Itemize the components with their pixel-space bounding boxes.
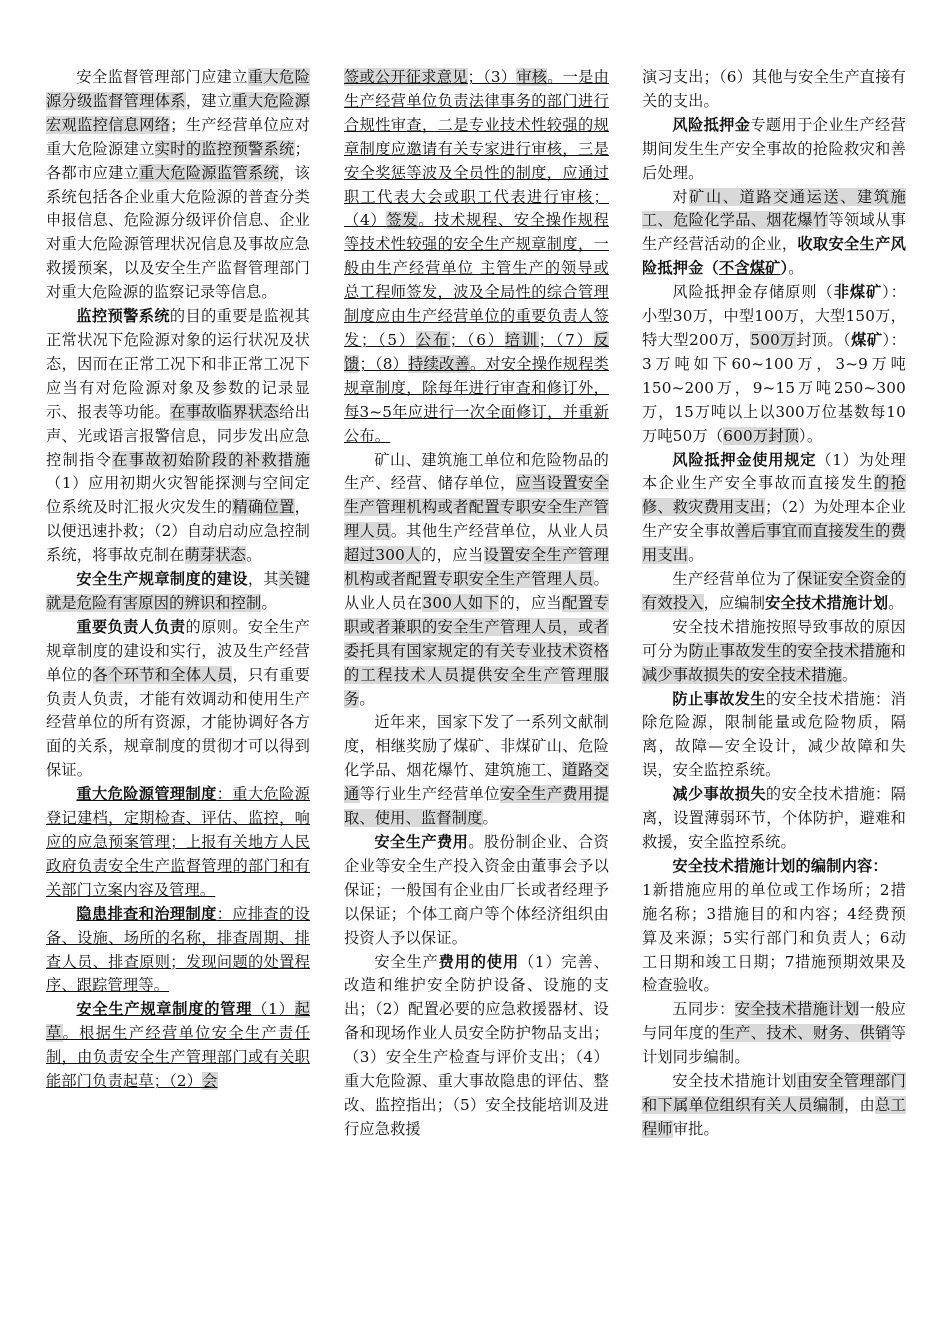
text-run: ：重大危险源登记建档，定期检查、评估、监控，响应的应急预案管理；上报有关地方人民政府负责安全生产监督管理的部门和有关部门立案内容及管理。 — [46, 785, 310, 899]
text-run: ；（7） — [538, 330, 594, 349]
text-run: 的安全技术措施：隔离，设置薄弱环节，个体防护，避难和救援，安全监控系统。 — [642, 785, 906, 851]
text-run: ；（6） — [449, 330, 505, 349]
text-run: 的安全技术措施：消除危险源，限制能量或危险物质，隔离，故障—安全设计，减少故障和失误，安全监控系统。 — [642, 689, 906, 780]
text-run: 。根据生产经营单位安全生产责任制，由负责安全生产管理部门或有关职能部门负责起草；（2） — [46, 1024, 311, 1091]
text-run: 。 — [261, 593, 277, 612]
text-run: 在事故临界状态 — [170, 402, 280, 421]
text-run: 五同步： — [672, 1000, 735, 1019]
text-run: ）：3万吨如下60~100万，3~9万吨150~200万，9~15万吨250~300万，15万吨以上以300万位基数每10万吨50万（ — [642, 330, 906, 445]
text-run: 。 — [246, 546, 262, 565]
text-run: 防止事故发生 — [672, 689, 766, 708]
text-run: 重大危险源监管系统 — [139, 163, 280, 182]
text-run: 各个环节和全体人员 — [92, 665, 233, 684]
text-run: ，以便迅速扑救；（2）自动启动应急控制系统，将事故克制在 — [46, 498, 310, 565]
text-run: 矿山、道路交通运送、建筑施工、危险化学品、烟花爆竹 — [642, 187, 906, 230]
text-run: 关键就是危险有害原因的辨识和控制 — [46, 570, 311, 612]
paragraph — [344, 449, 609, 712]
text-run: 签发 — [386, 211, 419, 230]
paragraph — [46, 66, 310, 305]
paragraph — [642, 66, 906, 114]
text-run: 监控预警系统 — [76, 307, 170, 326]
text-run: 收取安全生产风险抵押金（ — [642, 235, 907, 278]
text-run: 重大危险源管理制度 — [76, 785, 217, 804]
text-run: 防止事故发生的安全技术措施 — [688, 641, 891, 660]
text-run: 煤矿 — [851, 330, 883, 349]
text-run: 重大危险源分级监督管理体系 — [46, 68, 310, 110]
text-run: 风险抵押金 — [672, 115, 751, 134]
text-run: ，该系统包括各企业重大危险源的普查分类申报信息、危险源分级评价信息、企业对重大危险源管理状况信息及事故应急救援预案，以及安全生产监督管理部门对重大危险源的监察记录等信息。 — [46, 163, 311, 302]
text-run: 设置安全生产管理机构或者配置专职安全生产管理人员 — [344, 546, 609, 589]
text-run: 安全技术措施按照导致事故的原因可分为 — [642, 617, 906, 660]
text-run: 保证安全资金的有效投入 — [642, 570, 906, 612]
paragraph — [344, 711, 609, 831]
text-run: 近年来，国家下发了一系列文献制度，相继奖励了煤矿、非煤矿山、危险化学品、烟花爆竹、建筑施工、 — [344, 713, 609, 780]
paragraph — [642, 688, 906, 784]
text-run: 300人如下 — [422, 593, 500, 612]
text-run: 。一是由生产经营单位负责法律事务的部门进行合规性审查，二是专业技术性较强的规章制度应邀请有关专家进行审核，三是安全奖惩等波及全员性的制度，应通过职工代表大会或职工代表进行审核；（4） — [344, 68, 609, 230]
text-run: 公布 — [415, 330, 450, 349]
text-run: 的目的重要是监视其正常状况下危险源对象的运行状况及状态，因而在正常工况下和非正常工况下应当有对危险源对象及参数的记录显示、报表等功能。 — [46, 307, 310, 421]
paragraph — [642, 1070, 906, 1142]
text-run: ；（8） — [359, 354, 409, 373]
text-run: 安全生产规章制度的建设 — [76, 570, 248, 589]
paragraph — [344, 951, 609, 1142]
text-run: 专题用于企业生产经营期间发生生产安全事故的抢险救灾和善后处理。 — [642, 115, 907, 182]
text-run: 600万封顶 — [723, 426, 800, 445]
text-run: 。 — [688, 546, 704, 565]
paragraph — [46, 305, 310, 568]
paragraph — [344, 831, 609, 951]
text-run: 等领域从事生产经营活动的企业， — [642, 211, 907, 254]
text-run: （1）应用初期火灾智能探测与空间定位系统及时汇报火灾发生的 — [46, 474, 310, 517]
text-run: 减少事故损失的安全技术措施 — [642, 665, 843, 684]
text-run: 生产、技术、财务、供销 — [719, 1024, 891, 1043]
text-run: 的，应当 — [420, 546, 484, 565]
text-run: 的抢修、救灾费用支出 — [642, 474, 906, 517]
text-run: 道路交通 — [344, 761, 609, 804]
text-run: 安全技术措施计划 — [765, 593, 889, 612]
column-2 — [344, 66, 609, 1142]
column-3 — [642, 66, 906, 1142]
text-run: 的，应当 — [499, 593, 563, 612]
paragraph — [642, 783, 906, 855]
text-run: ：应排查的设备、设施、场所的名称，排查周期、排查人员、排查原则；发现问题的处置程序、跟踪管理等。 — [46, 904, 310, 995]
text-run: 反馈 — [344, 330, 609, 373]
text-run: 。其他生产经营单位，从业人员 — [390, 522, 609, 541]
paragraph — [46, 783, 310, 903]
paragraph — [642, 998, 906, 1070]
text-run: 风险抵押金使用规定 — [672, 450, 817, 469]
paragraph — [642, 616, 906, 688]
text-run: 给出声、光或语言报警信息，同步发出应急控制指令 — [46, 402, 310, 469]
text-run: 签或公开征求意见 — [344, 68, 468, 86]
text-run: ，其 — [247, 570, 280, 589]
text-run: 重大危险源宏观监控信息网络 — [46, 91, 311, 134]
text-run: 的原则。安全生产规章制度的建设和实行，波及生产经营单位的 — [46, 617, 310, 684]
text-run: 隐患排查和治理制度 — [76, 904, 217, 923]
text-run: 。 — [482, 809, 498, 828]
text-run: ；（2）为处理本企业生产安全事故 — [642, 498, 906, 541]
paragraph — [642, 281, 906, 448]
text-run: ） — [780, 259, 789, 278]
text-run: 安全生产 — [374, 952, 439, 971]
text-run: 。技术规程、安全操作规程等技术性较强的安全生产规章制度，一般由生产经营单位 主管生产的领导或总工程师签发，波及全局性的综合管理制度应由生产经营单位的重要负责人签发；（5） — [344, 211, 609, 349]
text-run: 非煤矿 — [833, 283, 883, 302]
text-run: 不含煤矿 — [718, 259, 781, 278]
text-run: 安全监督管理部门应建立 — [76, 68, 248, 86]
text-run: 和 — [890, 641, 906, 660]
text-run: 。 — [888, 593, 904, 612]
text-run: 安全生产费用 — [374, 833, 469, 851]
paragraph — [46, 998, 310, 1094]
text-run: 安全生产规章制度的管理 — [76, 1000, 253, 1019]
text-run: ，建立 — [185, 91, 233, 110]
text-run: 配置专职或者兼职的安全生产管理人员，或者委托具有国家规定的有关专业技术资格的工程技术人员提供安全生产管理服务 — [344, 593, 609, 708]
text-run: 超过300人 — [344, 546, 421, 565]
text-run: 实时的监控预警系统 — [154, 139, 295, 158]
text-run: ，应编制 — [703, 593, 766, 612]
text-run: 安全生产费用提取、使用、监督制度 — [344, 785, 609, 828]
text-run: 持续改善 — [408, 354, 470, 373]
paragraph — [642, 186, 906, 282]
text-run: 等计划同步编制。 — [642, 1024, 907, 1067]
paragraph — [642, 879, 906, 999]
text-run: 安全技术措施计划的编制内容： — [672, 856, 888, 875]
text-run: 由安全管理部门和下属单位组织有关人员编制 — [642, 1072, 906, 1114]
text-run: 安全技术措施计划 — [672, 1072, 798, 1091]
text-run: 等行业生产经营单位 — [359, 785, 501, 804]
text-run: 会 — [202, 1072, 218, 1091]
text-run: ）。 — [799, 426, 823, 445]
paragraph — [46, 903, 310, 999]
text-run: 500万 — [750, 330, 796, 349]
text-run: ；（3） — [467, 68, 517, 86]
text-run: 矿山、建筑施工单位和危险物品的生产、经营、储存单位， — [344, 450, 609, 493]
text-run: 安全技术措施计划 — [734, 1000, 860, 1019]
text-run: 起草 — [46, 1000, 310, 1043]
text-run: 封顶。（ — [795, 330, 852, 349]
text-run: 。 — [788, 259, 804, 278]
text-run: ；各都市应建立 — [46, 139, 310, 182]
text-run: 风险抵押金存储原则（ — [672, 283, 834, 302]
text-run: 。 — [842, 665, 858, 684]
paragraph — [46, 568, 310, 616]
text-run: ）：小型30万，中型100万，大型150万，特大型200万， — [642, 283, 906, 349]
text-run: 萌芽状态 — [184, 546, 247, 565]
text-run: 审核 — [516, 68, 548, 86]
column-1 — [46, 66, 310, 1094]
text-run: 精确位置 — [232, 498, 295, 517]
text-run: 减少事故损失 — [672, 785, 766, 804]
text-run: 重要负责人负责 — [76, 617, 186, 636]
text-run: 在事故初始阶段的补救措施 — [112, 450, 310, 469]
text-run: 一般应与同年度的 — [642, 1000, 906, 1043]
paragraph — [642, 449, 906, 569]
text-run: 。 — [359, 689, 375, 708]
paragraph — [642, 568, 906, 616]
paragraph — [642, 114, 906, 186]
text-run: 。股份制企业、合资企业等安全生产投入资金由董事会予以保证；一般国有企业由厂长或者经理予以保证；个体工商户等个体经济组织由投资人予以保证。 — [344, 833, 609, 947]
text-run: （1）完善、改造和维护安全防护设备、设施的支出；（2）配置必要的应急救援器材、设备和现场作业人员安全防护物品支出；（3）安全生产检查与评价支出；（4）重大危险源、重大事故隐患的评估、整改、监控指出；（5）安全技能培训及进行应急救援 — [344, 952, 609, 1138]
text-run: 应当设置安全生产管理机构或者配置专职安全生产管理人员 — [344, 474, 609, 541]
text-run: 。从业人员在 — [344, 570, 609, 612]
text-run: 对 — [672, 187, 690, 206]
text-run: （1）为处理本企业生产安全事故而直接发生 — [642, 450, 906, 493]
text-run: ；生产经营单位应对重大危险源建立 — [46, 115, 310, 158]
text-run: 演习支出；（6）其他与安全生产直接有关的支出。 — [642, 68, 906, 110]
text-run: 1新措施应用的单位或工作场所；2措施名称；3措施目的和内容；4经费预算及来源；5实行部门和负责人；6动工日期和竣工日期；7措施预期效果及检查验收。 — [642, 880, 906, 995]
text-run: 善后事宜而直接发生的费用支出 — [642, 522, 907, 565]
paragraph — [344, 66, 609, 449]
text-run: 生产经营单位为了 — [672, 570, 798, 589]
text-run: 。对安全操作规程类规章制度，除每年进行审查和修订外，每3~5年应进行一次全面修订，并重新公布。 — [344, 354, 609, 445]
paragraph — [642, 855, 906, 879]
paragraph — [46, 616, 310, 783]
text-run: 总工程师 — [642, 1095, 906, 1138]
text-run: ，只有重要负责人负责，才能有效调动和使用生产经营单位的所有资源，才能协调好各方面的关系，规章制度的贯彻才可以得到保证。 — [46, 665, 311, 780]
text-run: （1） — [252, 1000, 295, 1019]
text-run: 审批。 — [672, 1119, 719, 1138]
text-run: 费用的使用 — [438, 952, 519, 971]
text-run: ，由 — [843, 1095, 876, 1114]
text-run: 培训 — [504, 330, 539, 349]
